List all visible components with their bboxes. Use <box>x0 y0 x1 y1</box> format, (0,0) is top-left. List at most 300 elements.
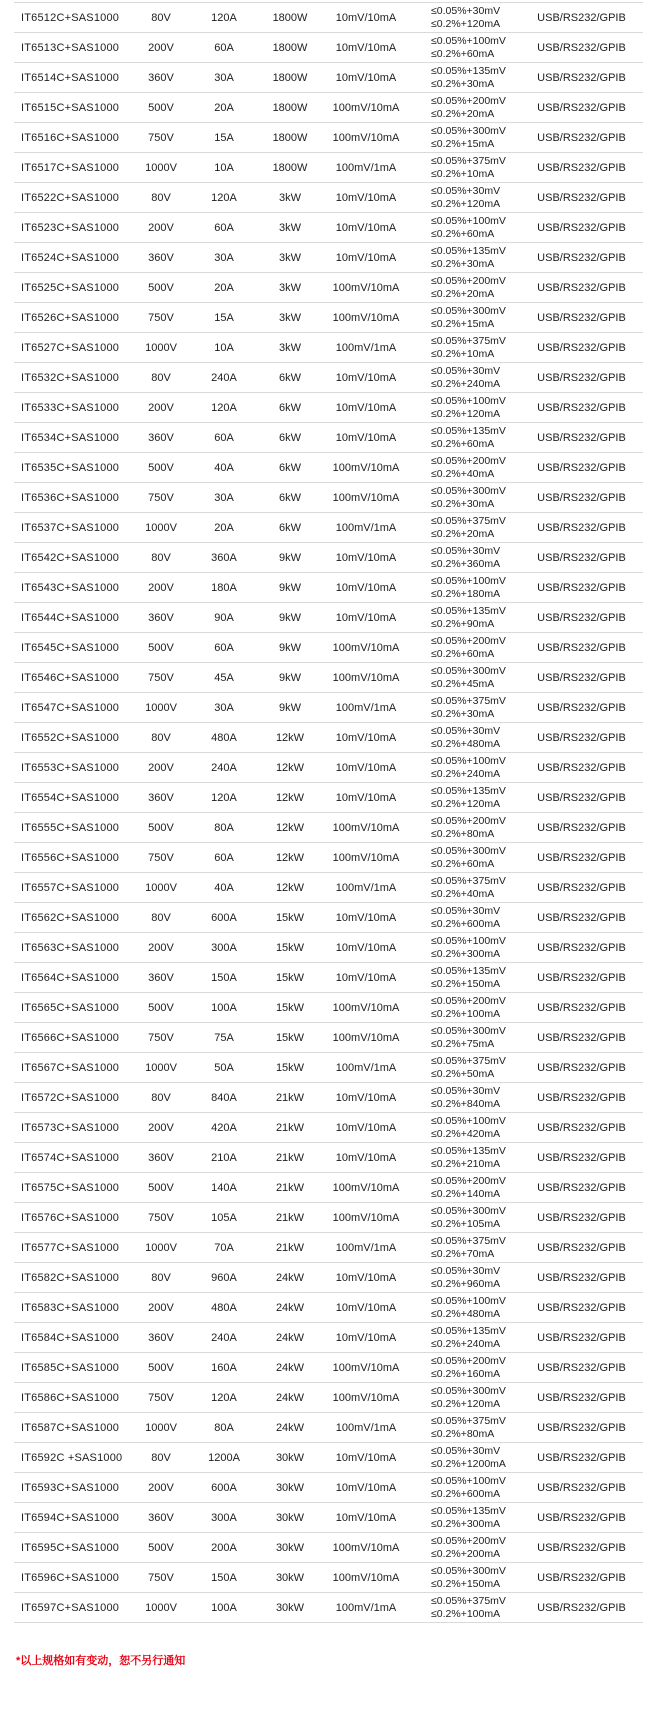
resolution-cell: 100mV/10mA <box>332 1361 400 1374</box>
accuracy-cell <box>418 65 520 91</box>
current-cell: 15A <box>214 131 234 144</box>
interface-cell: USB/RS232/GPIB <box>537 551 626 564</box>
interface-cell: USB/RS232/GPIB <box>537 851 626 864</box>
voltage-cell: 1000V <box>145 1421 177 1434</box>
current-cell: 600A <box>211 911 237 924</box>
accuracy-cell <box>418 395 520 421</box>
table-row <box>14 153 643 183</box>
accuracy-voltage-line: ≤0.05%+30mV <box>431 544 501 557</box>
accuracy-voltage-line: ≤0.05%+100mV <box>431 574 506 587</box>
accuracy-voltage-line: ≤0.05%+200mV <box>431 814 506 827</box>
interface-cell: USB/RS232/GPIB <box>537 791 626 804</box>
model-cell: IT6576C+SAS1000 <box>21 1211 120 1224</box>
interface-cell: USB/RS232/GPIB <box>537 11 626 24</box>
power-cell: 1800W <box>272 11 308 24</box>
accuracy-voltage-line: ≤0.05%+100mV <box>431 394 506 407</box>
interface-cell: USB/RS232/GPIB <box>537 701 626 714</box>
accuracy-voltage-line: ≤0.05%+30mV <box>431 184 501 197</box>
voltage-cell: 750V <box>148 671 174 684</box>
accuracy-cell <box>418 1025 520 1051</box>
resolution-cell: 10mV/10mA <box>335 221 397 234</box>
accuracy-current-line: ≤0.2%+50mA <box>431 1067 495 1080</box>
interface-cell: USB/RS232/GPIB <box>537 1211 626 1224</box>
resolution-cell: 10mV/10mA <box>335 551 397 564</box>
model-cell: IT6515C+SAS1000 <box>21 101 120 114</box>
voltage-cell: 750V <box>148 131 174 144</box>
interface-cell: USB/RS232/GPIB <box>537 521 626 534</box>
voltage-cell: 1000V <box>145 1061 177 1074</box>
table-row <box>14 903 643 933</box>
resolution-cell: 100mV/10mA <box>332 1211 400 1224</box>
accuracy-voltage-line: ≤0.05%+200mV <box>431 94 506 107</box>
interface-cell: USB/RS232/GPIB <box>537 41 626 54</box>
current-cell: 120A <box>211 401 237 414</box>
current-cell: 10A <box>214 161 234 174</box>
accuracy-voltage-line: ≤0.05%+100mV <box>431 1474 506 1487</box>
power-cell: 21kW <box>275 1151 305 1164</box>
resolution-cell: 100mV/1mA <box>335 161 397 174</box>
voltage-cell: 360V <box>148 251 174 264</box>
voltage-cell: 80V <box>151 1451 171 1464</box>
accuracy-cell <box>418 35 520 61</box>
model-cell: IT6587C+SAS1000 <box>21 1421 120 1434</box>
power-cell: 6kW <box>279 371 301 384</box>
model-cell: IT6575C+SAS1000 <box>21 1181 120 1194</box>
power-cell: 21kW <box>275 1241 305 1254</box>
table-row <box>14 543 643 573</box>
accuracy-cell <box>418 785 520 811</box>
voltage-cell: 360V <box>148 791 174 804</box>
power-cell: 1800W <box>272 71 308 84</box>
accuracy-current-line: ≤0.2%+60mA <box>431 227 495 240</box>
resolution-cell: 100mV/1mA <box>335 1241 397 1254</box>
accuracy-cell <box>418 1295 520 1321</box>
resolution-cell: 100mV/10mA <box>332 1181 400 1194</box>
resolution-cell: 100mV/10mA <box>332 821 400 834</box>
model-cell: IT6565C+SAS1000 <box>21 1001 120 1014</box>
accuracy-current-line: ≤0.2%+45mA <box>431 677 495 690</box>
accuracy-voltage-line: ≤0.05%+100mV <box>431 214 506 227</box>
interface-cell: USB/RS232/GPIB <box>537 1511 626 1524</box>
voltage-cell: 80V <box>151 1091 171 1104</box>
power-cell: 1800W <box>272 161 308 174</box>
model-cell: IT6544C+SAS1000 <box>21 611 120 624</box>
table-row <box>14 573 643 603</box>
voltage-cell: 80V <box>151 911 171 924</box>
interface-cell: USB/RS232/GPIB <box>537 1271 626 1284</box>
accuracy-current-line: ≤0.2%+300mA <box>431 1517 501 1530</box>
power-cell: 15kW <box>275 941 305 954</box>
current-cell: 40A <box>214 461 234 474</box>
accuracy-voltage-line: ≤0.05%+135mV <box>431 1324 506 1337</box>
interface-cell: USB/RS232/GPIB <box>537 401 626 414</box>
accuracy-cell <box>418 215 520 241</box>
accuracy-cell <box>418 1205 520 1231</box>
accuracy-voltage-line: ≤0.05%+300mV <box>431 1024 506 1037</box>
interface-cell: USB/RS232/GPIB <box>537 761 626 774</box>
voltage-cell: 80V <box>151 1271 171 1284</box>
resolution-cell: 10mV/10mA <box>335 191 397 204</box>
voltage-cell: 1000V <box>145 1241 177 1254</box>
accuracy-cell <box>418 1325 520 1351</box>
accuracy-current-line: ≤0.2%+100mA <box>431 1607 501 1620</box>
table-row <box>14 453 643 483</box>
voltage-cell: 80V <box>151 551 171 564</box>
voltage-cell: 360V <box>148 1511 174 1524</box>
accuracy-current-line: ≤0.2%+600mA <box>431 917 501 930</box>
table-row <box>14 993 643 1023</box>
accuracy-cell <box>418 1505 520 1531</box>
table-row <box>14 663 643 693</box>
accuracy-current-line: ≤0.2%+200mA <box>431 1547 501 1560</box>
table-row <box>14 1473 643 1503</box>
model-cell: IT6596C+SAS1000 <box>21 1571 120 1584</box>
accuracy-voltage-line: ≤0.05%+200mV <box>431 634 506 647</box>
resolution-cell: 10mV/10mA <box>335 1511 397 1524</box>
accuracy-voltage-line: ≤0.05%+135mV <box>431 964 506 977</box>
model-cell: IT6583C+SAS1000 <box>21 1301 120 1314</box>
voltage-cell: 200V <box>148 41 174 54</box>
model-cell: IT6555C+SAS1000 <box>21 821 120 834</box>
accuracy-cell <box>418 695 520 721</box>
accuracy-cell <box>418 1145 520 1171</box>
interface-cell: USB/RS232/GPIB <box>537 251 626 264</box>
accuracy-voltage-line: ≤0.05%+135mV <box>431 784 506 797</box>
table-row <box>14 183 643 213</box>
accuracy-voltage-line: ≤0.05%+135mV <box>431 64 506 77</box>
voltage-cell: 500V <box>148 1181 174 1194</box>
accuracy-cell <box>418 1055 520 1081</box>
power-cell: 6kW <box>279 521 301 534</box>
table-row <box>14 1173 643 1203</box>
accuracy-cell <box>418 1565 520 1591</box>
voltage-cell: 360V <box>148 1331 174 1344</box>
interface-cell: USB/RS232/GPIB <box>537 581 626 594</box>
power-cell: 24kW <box>275 1361 305 1374</box>
accuracy-voltage-line: ≤0.05%+200mV <box>431 1354 506 1367</box>
resolution-cell: 100mV/10mA <box>332 671 400 684</box>
model-cell: IT6522C+SAS1000 <box>21 191 120 204</box>
model-cell: IT6573C+SAS1000 <box>21 1121 120 1134</box>
accuracy-current-line: ≤0.2%+30mA <box>431 257 495 270</box>
interface-cell: USB/RS232/GPIB <box>537 1151 626 1164</box>
accuracy-cell <box>418 1085 520 1111</box>
model-cell: IT6524C+SAS1000 <box>21 251 120 264</box>
accuracy-voltage-line: ≤0.05%+135mV <box>431 424 506 437</box>
accuracy-cell <box>418 965 520 991</box>
accuracy-voltage-line: ≤0.05%+375mV <box>431 694 506 707</box>
resolution-cell: 10mV/10mA <box>335 41 397 54</box>
accuracy-current-line: ≤0.2%+40mA <box>431 887 495 900</box>
accuracy-cell <box>418 245 520 271</box>
model-cell: IT6546C+SAS1000 <box>21 671 120 684</box>
current-cell: 15A <box>214 311 234 324</box>
interface-cell: USB/RS232/GPIB <box>537 1001 626 1014</box>
power-cell: 30kW <box>275 1571 305 1584</box>
voltage-cell: 750V <box>148 851 174 864</box>
model-cell: IT6592C +SAS1000 <box>21 1451 123 1464</box>
table-row <box>14 1413 643 1443</box>
accuracy-cell <box>418 485 520 511</box>
model-cell: IT6562C+SAS1000 <box>21 911 120 924</box>
current-cell: 1200A <box>208 1451 240 1464</box>
accuracy-cell <box>418 755 520 781</box>
current-cell: 40A <box>214 881 234 894</box>
accuracy-voltage-line: ≤0.05%+135mV <box>431 1504 506 1517</box>
accuracy-voltage-line: ≤0.05%+100mV <box>431 1294 506 1307</box>
current-cell: 300A <box>211 1511 237 1524</box>
voltage-cell: 360V <box>148 971 174 984</box>
interface-cell: USB/RS232/GPIB <box>537 1241 626 1254</box>
current-cell: 20A <box>214 101 234 114</box>
current-cell: 60A <box>214 221 234 234</box>
model-cell: IT6535C+SAS1000 <box>21 461 120 474</box>
interface-cell: USB/RS232/GPIB <box>537 281 626 294</box>
current-cell: 20A <box>214 521 234 534</box>
accuracy-current-line: ≤0.2%+30mA <box>431 77 495 90</box>
table-row <box>14 1053 643 1083</box>
model-cell: IT6594C+SAS1000 <box>21 1511 120 1524</box>
model-cell: IT6513C+SAS1000 <box>21 41 120 54</box>
current-cell: 60A <box>214 431 234 444</box>
voltage-cell: 360V <box>148 431 174 444</box>
voltage-cell: 200V <box>148 1481 174 1494</box>
accuracy-current-line: ≤0.2%+960mA <box>431 1277 501 1290</box>
interface-cell: USB/RS232/GPIB <box>537 641 626 654</box>
accuracy-cell <box>418 875 520 901</box>
resolution-cell: 10mV/10mA <box>335 1481 397 1494</box>
resolution-cell: 10mV/10mA <box>335 1451 397 1464</box>
current-cell: 140A <box>211 1181 237 1194</box>
power-cell: 3kW <box>279 191 301 204</box>
current-cell: 180A <box>211 581 237 594</box>
accuracy-voltage-line: ≤0.05%+375mV <box>431 1594 506 1607</box>
current-cell: 200A <box>211 1541 237 1554</box>
accuracy-cell <box>418 1175 520 1201</box>
accuracy-current-line: ≤0.2%+10mA <box>431 167 495 180</box>
accuracy-voltage-line: ≤0.05%+375mV <box>431 1234 506 1247</box>
accuracy-current-line: ≤0.2%+20mA <box>431 107 495 120</box>
interface-cell: USB/RS232/GPIB <box>537 101 626 114</box>
current-cell: 480A <box>211 731 237 744</box>
accuracy-current-line: ≤0.2%+40mA <box>431 467 495 480</box>
model-cell: IT6543C+SAS1000 <box>21 581 120 594</box>
accuracy-cell <box>418 1475 520 1501</box>
accuracy-cell <box>418 1235 520 1261</box>
current-cell: 100A <box>211 1601 237 1614</box>
interface-cell: USB/RS232/GPIB <box>537 1331 626 1344</box>
interface-cell: USB/RS232/GPIB <box>537 611 626 624</box>
accuracy-current-line: ≤0.2%+75mA <box>431 1037 495 1050</box>
resolution-cell: 10mV/10mA <box>335 1151 397 1164</box>
accuracy-cell <box>418 5 520 31</box>
current-cell: 30A <box>214 251 234 264</box>
accuracy-cell <box>418 425 520 451</box>
accuracy-cell <box>418 1445 520 1471</box>
table-row <box>14 363 643 393</box>
current-cell: 210A <box>211 1151 237 1164</box>
interface-cell: USB/RS232/GPIB <box>537 1421 626 1434</box>
interface-cell: USB/RS232/GPIB <box>537 1361 626 1374</box>
accuracy-current-line: ≤0.2%+360mA <box>431 557 501 570</box>
voltage-cell: 500V <box>148 1001 174 1014</box>
current-cell: 120A <box>211 11 237 24</box>
accuracy-current-line: ≤0.2%+60mA <box>431 437 495 450</box>
resolution-cell: 10mV/10mA <box>335 11 397 24</box>
accuracy-cell <box>418 275 520 301</box>
model-cell: IT6532C+SAS1000 <box>21 371 120 384</box>
resolution-cell: 100mV/10mA <box>332 1571 400 1584</box>
voltage-cell: 750V <box>148 1391 174 1404</box>
table-row <box>14 243 643 273</box>
accuracy-cell <box>418 815 520 841</box>
accuracy-current-line: ≤0.2%+80mA <box>431 1427 495 1440</box>
table-row <box>14 33 643 63</box>
model-cell: IT6516C+SAS1000 <box>21 131 120 144</box>
table-row <box>14 933 643 963</box>
resolution-cell: 10mV/10mA <box>335 431 397 444</box>
accuracy-cell <box>418 1115 520 1141</box>
table-row <box>14 333 643 363</box>
current-cell: 60A <box>214 41 234 54</box>
current-cell: 960A <box>211 1271 237 1284</box>
model-cell: IT6572C+SAS1000 <box>21 1091 120 1104</box>
current-cell: 80A <box>214 821 234 834</box>
power-cell: 6kW <box>279 461 301 474</box>
table-row <box>14 963 643 993</box>
power-cell: 24kW <box>275 1391 305 1404</box>
model-cell: IT6537C+SAS1000 <box>21 521 120 534</box>
model-cell: IT6585C+SAS1000 <box>21 1361 120 1374</box>
accuracy-voltage-line: ≤0.05%+30mV <box>431 1264 501 1277</box>
resolution-cell: 100mV/1mA <box>335 881 397 894</box>
voltage-cell: 80V <box>151 371 171 384</box>
model-cell: IT6527C+SAS1000 <box>21 341 120 354</box>
resolution-cell: 100mV/1mA <box>335 341 397 354</box>
voltage-cell: 80V <box>151 191 171 204</box>
accuracy-voltage-line: ≤0.05%+375mV <box>431 1414 506 1427</box>
accuracy-voltage-line: ≤0.05%+135mV <box>431 1144 506 1157</box>
accuracy-current-line: ≤0.2%+60mA <box>431 47 495 60</box>
accuracy-current-line: ≤0.2%+240mA <box>431 377 501 390</box>
model-cell: IT6556C+SAS1000 <box>21 851 120 864</box>
accuracy-current-line: ≤0.2%+240mA <box>431 1337 501 1350</box>
accuracy-voltage-line: ≤0.05%+300mV <box>431 124 506 137</box>
accuracy-current-line: ≤0.2%+30mA <box>431 497 495 510</box>
voltage-cell: 1000V <box>145 1601 177 1614</box>
resolution-cell: 100mV/1mA <box>335 1421 397 1434</box>
power-cell: 12kW <box>275 851 305 864</box>
interface-cell: USB/RS232/GPIB <box>537 431 626 444</box>
accuracy-current-line: ≤0.2%+10mA <box>431 347 495 360</box>
voltage-cell: 360V <box>148 71 174 84</box>
accuracy-current-line: ≤0.2%+100mA <box>431 1007 501 1020</box>
resolution-cell: 100mV/10mA <box>332 641 400 654</box>
current-cell: 150A <box>211 1571 237 1584</box>
current-cell: 75A <box>214 1031 234 1044</box>
interface-cell: USB/RS232/GPIB <box>537 461 626 474</box>
current-cell: 30A <box>214 71 234 84</box>
accuracy-voltage-line: ≤0.05%+300mV <box>431 1564 506 1577</box>
accuracy-current-line: ≤0.2%+30mA <box>431 707 495 720</box>
interface-cell: USB/RS232/GPIB <box>537 1121 626 1134</box>
accuracy-current-line: ≤0.2%+80mA <box>431 827 495 840</box>
voltage-cell: 1000V <box>145 341 177 354</box>
power-cell: 9kW <box>279 701 301 714</box>
voltage-cell: 750V <box>148 491 174 504</box>
voltage-cell: 200V <box>148 761 174 774</box>
interface-cell: USB/RS232/GPIB <box>537 1451 626 1464</box>
model-cell: IT6526C+SAS1000 <box>21 311 120 324</box>
accuracy-current-line: ≤0.2%+180mA <box>431 587 501 600</box>
accuracy-cell <box>418 95 520 121</box>
resolution-cell: 100mV/10mA <box>332 461 400 474</box>
resolution-cell: 10mV/10mA <box>335 1331 397 1344</box>
current-cell: 480A <box>211 1301 237 1314</box>
accuracy-cell <box>418 635 520 661</box>
power-cell: 6kW <box>279 431 301 444</box>
spec-change-notice: *以上规格如有变动，恕不另行通知 <box>16 1655 186 1667</box>
interface-cell: USB/RS232/GPIB <box>537 1571 626 1584</box>
voltage-cell: 360V <box>148 1151 174 1164</box>
current-cell: 60A <box>214 641 234 654</box>
accuracy-voltage-line: ≤0.05%+30mV <box>431 4 501 17</box>
accuracy-voltage-line: ≤0.05%+300mV <box>431 484 506 497</box>
interface-cell: USB/RS232/GPIB <box>537 911 626 924</box>
table-row <box>14 1083 643 1113</box>
accuracy-current-line: ≤0.2%+120mA <box>431 407 501 420</box>
model-cell: IT6533C+SAS1000 <box>21 401 120 414</box>
accuracy-voltage-line: ≤0.05%+100mV <box>431 754 506 767</box>
current-cell: 840A <box>211 1091 237 1104</box>
model-cell: IT6566C+SAS1000 <box>21 1031 120 1044</box>
model-cell: IT6523C+SAS1000 <box>21 221 120 234</box>
resolution-cell: 10mV/10mA <box>335 761 397 774</box>
voltage-cell: 200V <box>148 401 174 414</box>
resolution-cell: 10mV/10mA <box>335 1271 397 1284</box>
table-row <box>14 1533 643 1563</box>
interface-cell: USB/RS232/GPIB <box>537 1061 626 1074</box>
table-row <box>14 93 643 123</box>
model-cell: IT6517C+SAS1000 <box>21 161 120 174</box>
current-cell: 30A <box>214 491 234 504</box>
resolution-cell: 10mV/10mA <box>335 1121 397 1134</box>
current-cell: 600A <box>211 1481 237 1494</box>
model-cell: IT6564C+SAS1000 <box>21 971 120 984</box>
resolution-cell: 100mV/10mA <box>332 131 400 144</box>
interface-cell: USB/RS232/GPIB <box>537 371 626 384</box>
accuracy-current-line: ≤0.2%+120mA <box>431 1397 501 1410</box>
model-cell: IT6586C+SAS1000 <box>21 1391 120 1404</box>
voltage-cell: 500V <box>148 461 174 474</box>
voltage-cell: 750V <box>148 311 174 324</box>
table-row <box>14 693 643 723</box>
accuracy-cell <box>418 1535 520 1561</box>
accuracy-cell <box>418 545 520 571</box>
accuracy-cell <box>418 185 520 211</box>
model-cell: IT6542C+SAS1000 <box>21 551 120 564</box>
accuracy-cell <box>418 365 520 391</box>
current-cell: 90A <box>214 611 234 624</box>
power-cell: 3kW <box>279 341 301 354</box>
interface-cell: USB/RS232/GPIB <box>537 221 626 234</box>
accuracy-current-line: ≤0.2%+1200mA <box>431 1457 506 1470</box>
power-cell: 15kW <box>275 1031 305 1044</box>
resolution-cell: 10mV/10mA <box>335 911 397 924</box>
voltage-cell: 200V <box>148 1301 174 1314</box>
accuracy-cell <box>418 1355 520 1381</box>
resolution-cell: 100mV/1mA <box>335 1061 397 1074</box>
